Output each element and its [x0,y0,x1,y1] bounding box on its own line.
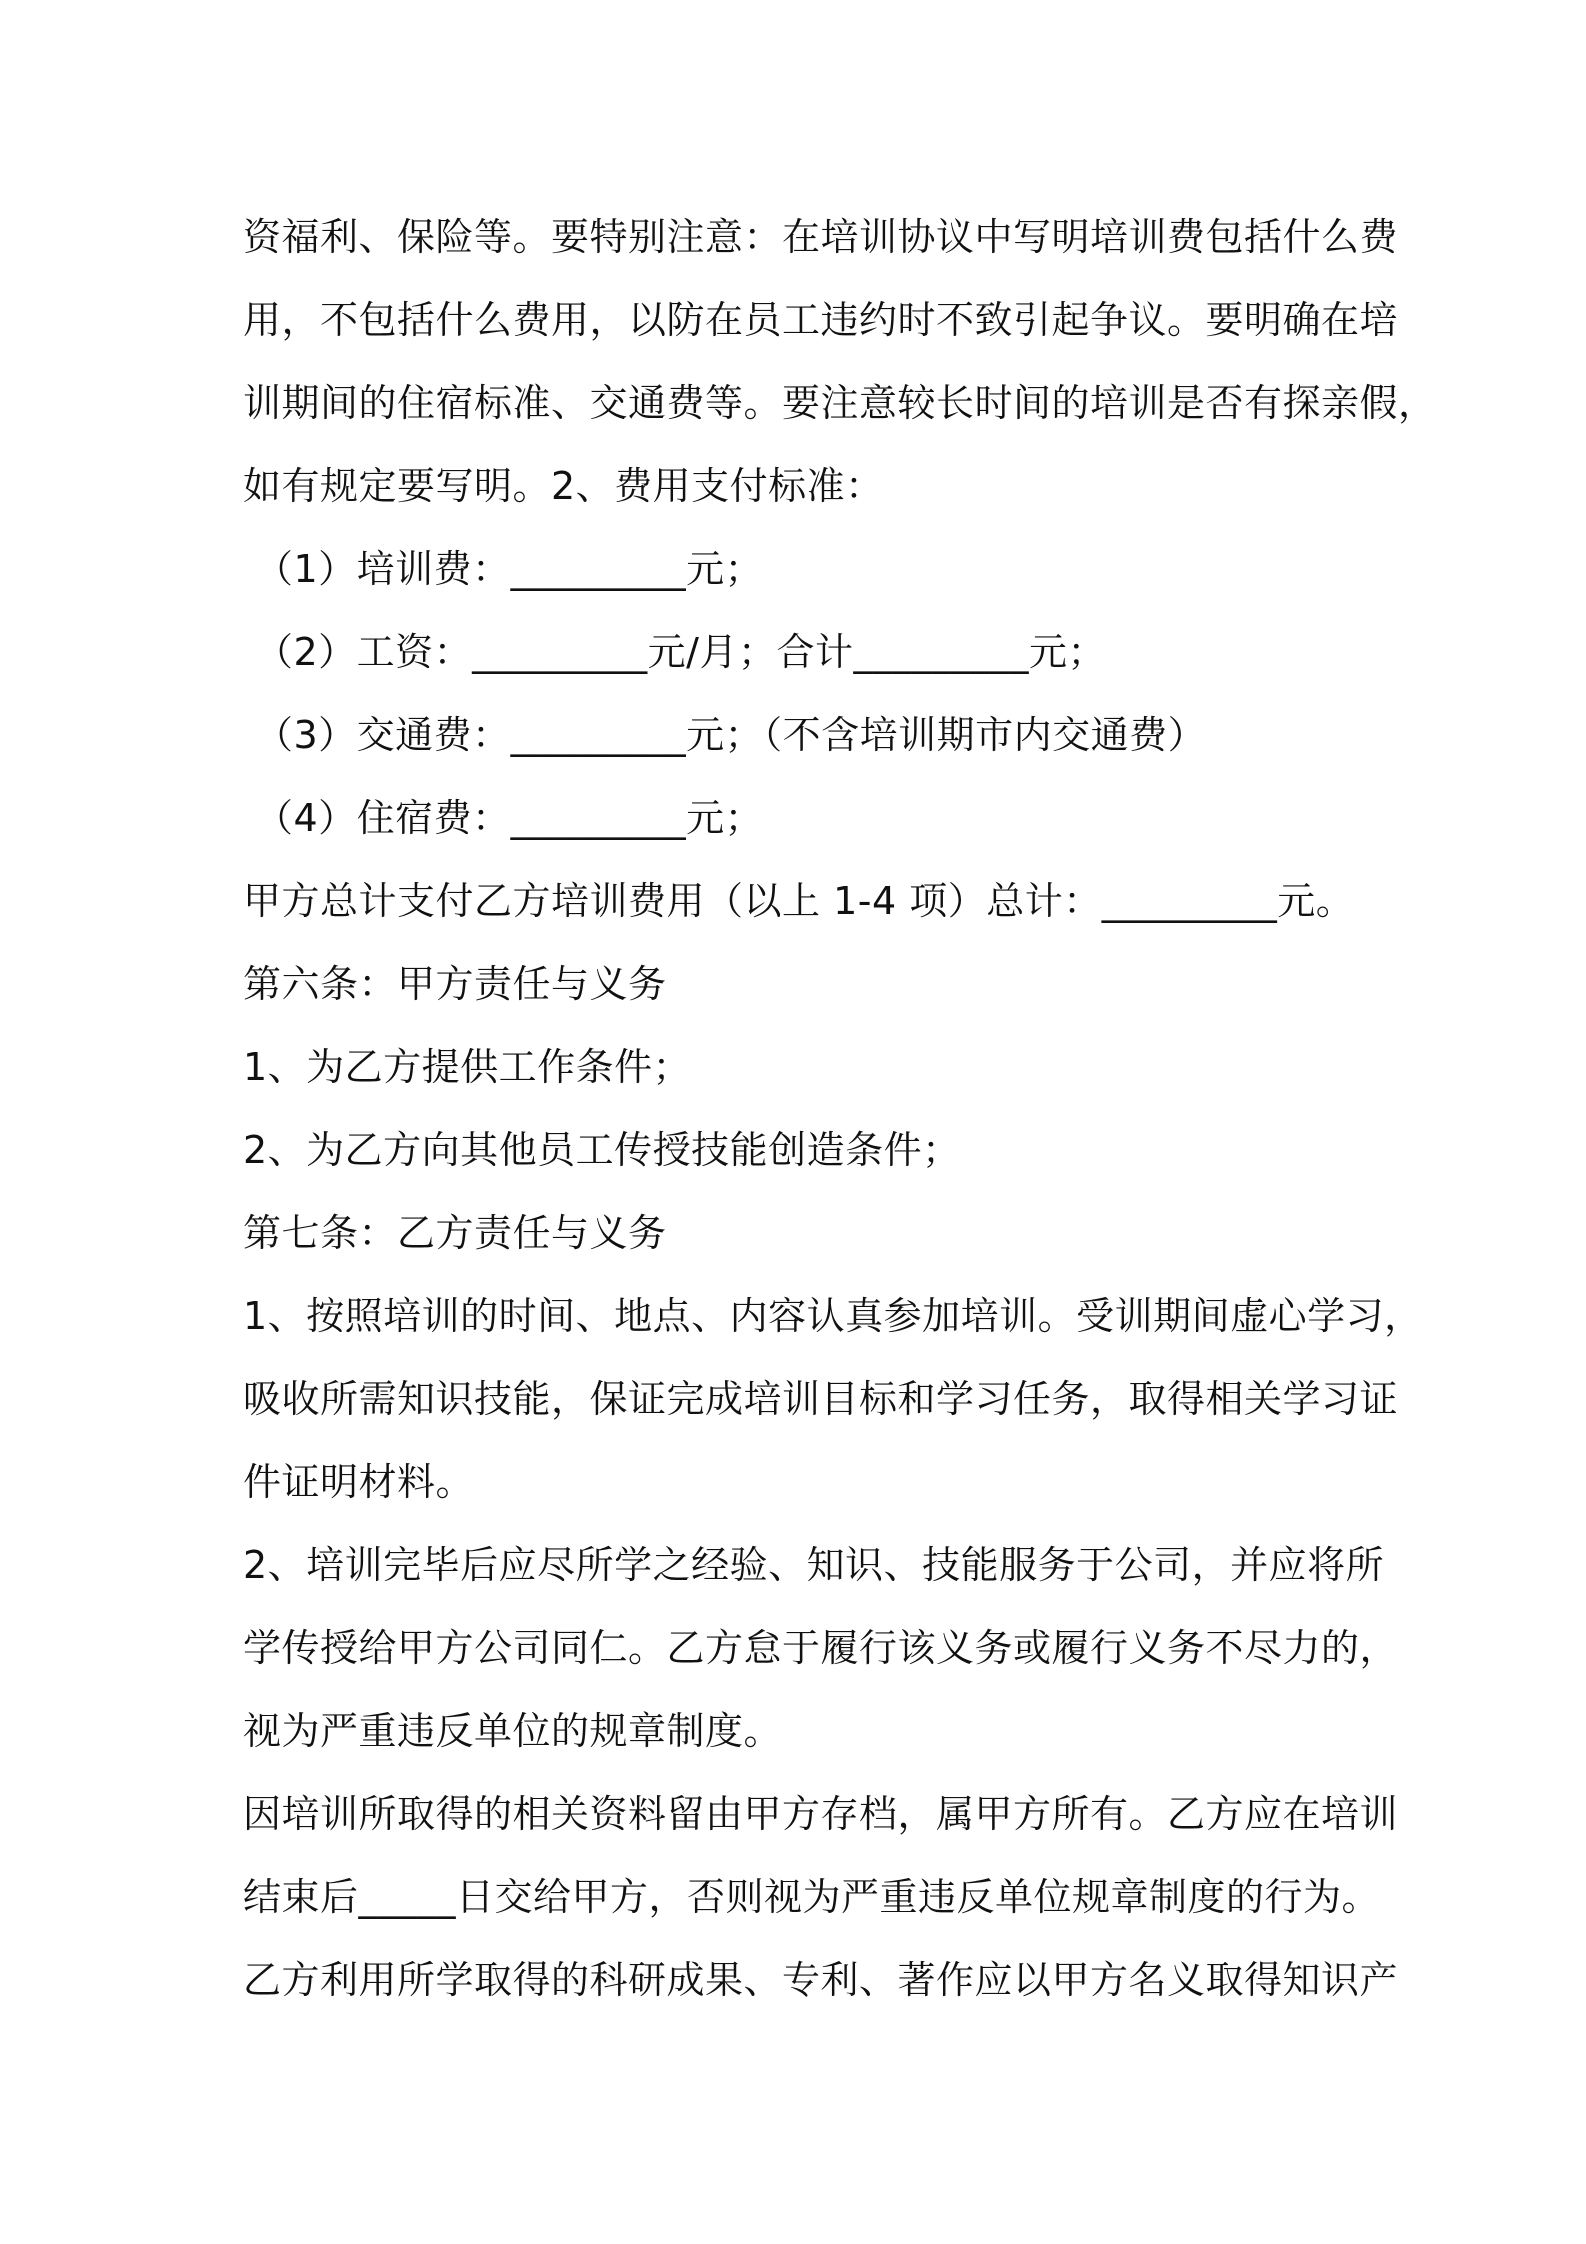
fee-item-training: （1）培训费：_________元； [255,547,764,591]
paragraph-line: 2、培训完毕后应尽所学之经验、知识、技能服务于公司，并应将所 [243,1543,1385,1587]
total-fee-line: 甲方总计支付乙方培训费用（以上 1-4 项）总计：_________元。 [243,879,1355,923]
paragraph-line: 视为严重违反单位的规章制度。 [243,1709,783,1753]
paragraph-line: 资福利、保险等。要特别注意：在培训协议中写明培训费包括什么费 [243,215,1399,259]
paragraph-line: 因培训所取得的相关资料留由甲方存档，属甲方所有。乙方应在培训 [243,1792,1399,1836]
paragraph-line: 用，不包括什么费用，以防在员工违约时不致引起争议。要明确在培 [243,298,1399,342]
paragraph-line: 如有规定要写明。2、费用支付标准： [243,464,884,508]
paragraph-line: 件证明材料。 [243,1460,475,1504]
fee-item-salary: （2）工资：_________元/月；合计_________元； [255,630,1106,674]
fee-item-accommodation: （4）住宿费：_________元； [255,796,764,840]
list-item: 2、为乙方向其他员工传授技能创造条件； [243,1128,961,1172]
paragraph-line: 结束后_____日交给甲方，否则视为严重违反单位规章制度的行为。 [243,1875,1381,1919]
paragraph-line: 学传授给甲方公司同仁。乙方怠于履行该义务或履行义务不尽力的， [243,1626,1399,1670]
list-item: 1、为乙方提供工作条件； [243,1045,692,1089]
article-seven-heading: 第七条：乙方责任与义务 [243,1211,667,1255]
document-body [243,196,1437,2022]
article-six-heading: 第六条：甲方责任与义务 [243,962,667,1006]
paragraph-line: 训期间的住宿标准、交通费等。要注意较长时间的培训是否有探亲假， [243,381,1437,425]
paragraph-line: 1、按照培训的时间、地点、内容认真参加培训。受训期间虚心学习， [243,1294,1423,1338]
fee-item-transport: （3）交通费：_________元；（不含培训期市内交通费） [255,713,1207,757]
paragraph-line: 乙方利用所学取得的科研成果、专利、著作应以甲方名义取得知识产 [243,1958,1399,2002]
paragraph-line: 吸收所需知识技能，保证完成培训目标和学习任务，取得相关学习证 [243,1377,1399,1421]
